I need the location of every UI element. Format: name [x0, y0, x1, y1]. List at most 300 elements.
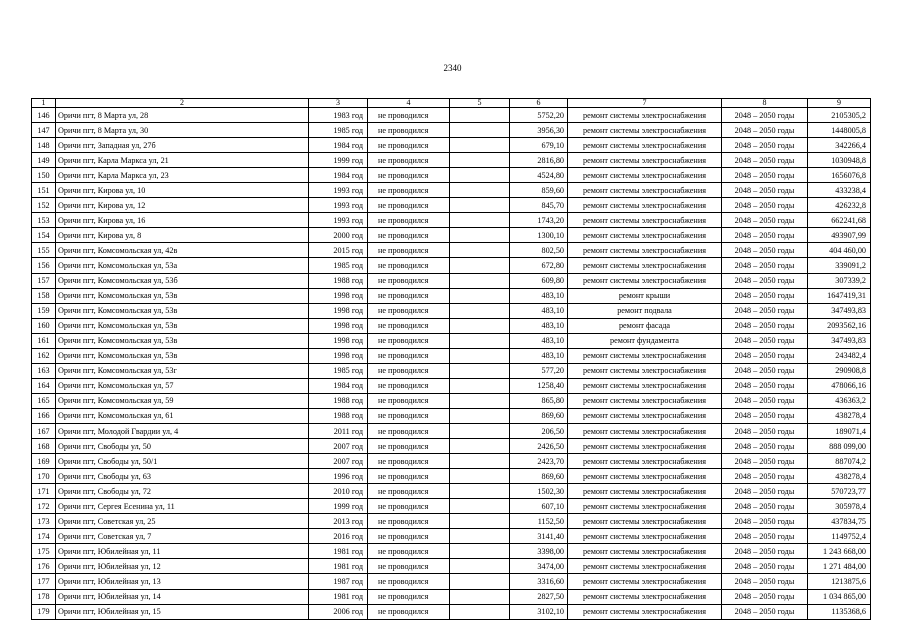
table-cell-col-2: Оричи пгт, Советская ул, 7 [56, 529, 309, 544]
table-cell-col-6: 483,10 [510, 333, 568, 348]
table-cell-col-2: Оричи пгт, Комсомольская ул, 53в [56, 318, 309, 333]
table-cell-col-6: 672,80 [510, 258, 568, 273]
table-cell-col-1: 161 [32, 333, 56, 348]
table-cell-col-6: 5752,20 [510, 108, 568, 123]
table-cell-col-7: ремонт фундамента [568, 333, 722, 348]
table-cell-col-2: Оричи пгт, Карла Маркса ул, 21 [56, 153, 309, 168]
table-cell-col-7: ремонт системы электроснабжения [568, 393, 722, 408]
table-cell-col-8: 2048 – 2050 годы [722, 393, 808, 408]
table-cell-col-2: Оричи пгт, Комсомольская ул, 53в [56, 303, 309, 318]
table-cell-col-4: не проводился [368, 589, 450, 604]
table-cell-col-5 [450, 499, 510, 514]
table-cell-col-4: не проводился [368, 559, 450, 574]
table-cell-col-3: 2013 год [309, 514, 368, 529]
table-cell-col-8: 2048 – 2050 годы [722, 123, 808, 138]
table-cell-col-8: 2048 – 2050 годы [722, 318, 808, 333]
table-cell-col-3: 1998 год [309, 288, 368, 303]
table-cell-col-5 [450, 183, 510, 198]
table-cell-col-9: 404 460,00 [808, 243, 871, 258]
table-cell-col-5 [450, 333, 510, 348]
table-cell-col-3: 2016 год [309, 529, 368, 544]
table-cell-col-7: ремонт системы электроснабжения [568, 469, 722, 484]
table-cell-col-2: Оричи пгт, Комсомольская ул, 53в [56, 333, 309, 348]
table-cell-col-8: 2048 – 2050 годы [722, 168, 808, 183]
table-cell-col-2: Оричи пгт, Комсомольская ул, 53б [56, 273, 309, 288]
table-cell-col-6: 3316,60 [510, 574, 568, 589]
table-row [32, 243, 871, 258]
table-cell-col-7: ремонт системы электроснабжения [568, 273, 722, 288]
table-cell-col-8: 2048 – 2050 годы [722, 514, 808, 529]
table-cell-col-1: 175 [32, 544, 56, 559]
table-cell-col-9: 887074,2 [808, 454, 871, 469]
table-cell-col-7: ремонт системы электроснабжения [568, 228, 722, 243]
table-cell-col-3: 2015 год [309, 243, 368, 258]
column-header-9: 9 [808, 99, 871, 108]
table-cell-col-1: 168 [32, 439, 56, 454]
table-cell-col-1: 162 [32, 348, 56, 363]
table-cell-col-5 [450, 544, 510, 559]
table-cell-col-8: 2048 – 2050 годы [722, 198, 808, 213]
table-cell-col-1: 157 [32, 273, 56, 288]
table-cell-col-8: 2048 – 2050 годы [722, 484, 808, 499]
table-cell-col-9: 1 034 865,00 [808, 589, 871, 604]
table-cell-col-4: не проводился [368, 318, 450, 333]
table-cell-col-1: 146 [32, 108, 56, 123]
table-cell-col-8: 2048 – 2050 годы [722, 273, 808, 288]
table-cell-col-1: 154 [32, 228, 56, 243]
table-cell-col-8: 2048 – 2050 годы [722, 363, 808, 378]
table-cell-col-6: 609,80 [510, 273, 568, 288]
table-row [32, 273, 871, 288]
table-cell-col-6: 869,60 [510, 408, 568, 423]
table-cell-col-4: не проводился [368, 138, 450, 153]
table-cell-col-1: 178 [32, 589, 56, 604]
table-cell-col-7: ремонт системы электроснабжения [568, 589, 722, 604]
table-cell-col-7: ремонт системы электроснабжения [568, 378, 722, 393]
table-row [32, 454, 871, 469]
table-cell-col-7: ремонт системы электроснабжения [568, 363, 722, 378]
table-cell-col-8: 2048 – 2050 годы [722, 529, 808, 544]
table-cell-col-1: 153 [32, 213, 56, 228]
table-cell-col-2: Оричи пгт, Юбилейная ул, 12 [56, 559, 309, 574]
table-cell-col-4: не проводился [368, 213, 450, 228]
table-cell-col-8: 2048 – 2050 годы [722, 408, 808, 423]
table-cell-col-8: 2048 – 2050 годы [722, 138, 808, 153]
column-header-4: 4 [368, 99, 450, 108]
table-cell-col-3: 1993 год [309, 183, 368, 198]
table-cell-col-1: 172 [32, 499, 56, 514]
table-cell-col-4: не проводился [368, 439, 450, 454]
table-cell-col-9: 290908,8 [808, 363, 871, 378]
table-cell-col-3: 1984 год [309, 138, 368, 153]
table-cell-col-2: Оричи пгт, Свободы ул, 50 [56, 439, 309, 454]
table-cell-col-2: Оричи пгт, Комсомольская ул, 53г [56, 363, 309, 378]
table-cell-col-2: Оричи пгт, Кирова ул, 12 [56, 198, 309, 213]
table-cell-col-3: 1984 год [309, 378, 368, 393]
table-cell-col-8: 2048 – 2050 годы [722, 288, 808, 303]
table-cell-col-1: 170 [32, 469, 56, 484]
table-cell-col-6: 3956,30 [510, 123, 568, 138]
table-cell-col-7: ремонт системы электроснабжения [568, 514, 722, 529]
table-cell-col-5 [450, 514, 510, 529]
table-cell-col-6: 206,50 [510, 423, 568, 438]
table-cell-col-4: не проводился [368, 123, 450, 138]
table-cell-col-2: Оричи пгт, Комсомольская ул, 57 [56, 378, 309, 393]
table-cell-col-6: 3474,00 [510, 559, 568, 574]
table-cell-col-2: Оричи пгт, 8 Марта ул, 28 [56, 108, 309, 123]
table-cell-col-9: 1656076,8 [808, 168, 871, 183]
table-cell-col-4: не проводился [368, 363, 450, 378]
column-header-1: 1 [32, 99, 56, 108]
table-cell-col-7: ремонт фасада [568, 318, 722, 333]
table-cell-col-6: 2426,50 [510, 439, 568, 454]
table-cell-col-7: ремонт системы электроснабжения [568, 423, 722, 438]
table-cell-col-9: 1213875,6 [808, 574, 871, 589]
table-cell-col-5 [450, 198, 510, 213]
table-cell-col-6: 3141,40 [510, 529, 568, 544]
table-cell-col-9: 437834,75 [808, 514, 871, 529]
table-cell-col-9: 433238,4 [808, 183, 871, 198]
table-cell-col-6: 3102,10 [510, 604, 568, 619]
table-cell-col-7: ремонт системы электроснабжения [568, 484, 722, 499]
table-cell-col-2: Оричи пгт, Юбилейная ул, 14 [56, 589, 309, 604]
table-cell-col-3: 2007 год [309, 454, 368, 469]
table-cell-col-6: 802,50 [510, 243, 568, 258]
table-cell-col-3: 1999 год [309, 499, 368, 514]
table-cell-col-5 [450, 228, 510, 243]
table-cell-col-7: ремонт системы электроснабжения [568, 499, 722, 514]
table-cell-col-5 [450, 393, 510, 408]
table-cell-col-3: 1999 год [309, 153, 368, 168]
table-row [32, 393, 871, 408]
table-row [32, 408, 871, 423]
table-cell-col-6: 483,10 [510, 348, 568, 363]
table-cell-col-4: не проводился [368, 333, 450, 348]
table-cell-col-3: 1984 год [309, 168, 368, 183]
table-row [32, 559, 871, 574]
table-cell-col-8: 2048 – 2050 годы [722, 258, 808, 273]
table-cell-col-3: 1998 год [309, 303, 368, 318]
table-cell-col-5 [450, 363, 510, 378]
table-cell-col-6: 483,10 [510, 303, 568, 318]
table-cell-col-6: 845,70 [510, 198, 568, 213]
table-cell-col-9: 438278,4 [808, 469, 871, 484]
table-cell-col-4: не проводился [368, 484, 450, 499]
table-cell-col-4: не проводился [368, 378, 450, 393]
table-cell-col-2: Оричи пгт, 8 Марта ул, 30 [56, 123, 309, 138]
table-cell-col-4: не проводился [368, 288, 450, 303]
table-cell-col-4: не проводился [368, 604, 450, 619]
table-row [32, 183, 871, 198]
table-cell-col-2: Оричи пгт, Кирова ул, 10 [56, 183, 309, 198]
column-header-5: 5 [450, 99, 510, 108]
table-row [32, 439, 871, 454]
table-cell-col-8: 2048 – 2050 годы [722, 348, 808, 363]
table-cell-col-8: 2048 – 2050 годы [722, 454, 808, 469]
table-cell-col-9: 243482,4 [808, 348, 871, 363]
table-cell-col-9: 662241,68 [808, 213, 871, 228]
table-cell-col-9: 189071,4 [808, 423, 871, 438]
table-row [32, 589, 871, 604]
table-row [32, 213, 871, 228]
table-row [32, 574, 871, 589]
table-cell-col-2: Оричи пгт, Комсомольская ул, 61 [56, 408, 309, 423]
column-header-3: 3 [309, 99, 368, 108]
table-cell-col-7: ремонт системы электроснабжения [568, 574, 722, 589]
table-cell-col-2: Оричи пгт, Кирова ул, 8 [56, 228, 309, 243]
table-cell-col-3: 1983 год [309, 108, 368, 123]
table-cell-col-9: 1448005,8 [808, 123, 871, 138]
table-cell-col-3: 1988 год [309, 408, 368, 423]
table-cell-col-4: не проводился [368, 514, 450, 529]
table-cell-col-9: 426232,8 [808, 198, 871, 213]
table-row [32, 333, 871, 348]
table-row [32, 153, 871, 168]
table-cell-col-8: 2048 – 2050 годы [722, 499, 808, 514]
table-cell-col-3: 1981 год [309, 544, 368, 559]
table-cell-col-4: не проводился [368, 574, 450, 589]
table-cell-col-2: Оричи пгт, Свободы ул, 50/1 [56, 454, 309, 469]
table-cell-col-4: не проводился [368, 183, 450, 198]
table-cell-col-3: 2006 год [309, 604, 368, 619]
table-row [32, 288, 871, 303]
table-cell-col-7: ремонт системы электроснабжения [568, 138, 722, 153]
table-cell-col-7: ремонт системы электроснабжения [568, 439, 722, 454]
table-cell-col-5 [450, 318, 510, 333]
table-cell-col-3: 1985 год [309, 363, 368, 378]
table-cell-col-4: не проводился [368, 408, 450, 423]
table-row [32, 363, 871, 378]
table-cell-col-7: ремонт системы электроснабжения [568, 348, 722, 363]
table-cell-col-1: 177 [32, 574, 56, 589]
table-cell-col-6: 4524,80 [510, 168, 568, 183]
table-cell-col-4: не проводился [368, 529, 450, 544]
table-cell-col-7: ремонт крыши [568, 288, 722, 303]
table-cell-col-6: 2827,50 [510, 589, 568, 604]
table-cell-col-8: 2048 – 2050 годы [722, 228, 808, 243]
table-cell-col-6: 2423,70 [510, 454, 568, 469]
table-cell-col-4: не проводился [368, 499, 450, 514]
table-row [32, 378, 871, 393]
table-cell-col-9: 1 271 484,00 [808, 559, 871, 574]
table-cell-col-8: 2048 – 2050 годы [722, 183, 808, 198]
table-cell-col-1: 148 [32, 138, 56, 153]
table-cell-col-9: 436363,2 [808, 393, 871, 408]
table-cell-col-6: 1743,20 [510, 213, 568, 228]
table-cell-col-1: 152 [32, 198, 56, 213]
table-cell-col-3: 1981 год [309, 589, 368, 604]
table-cell-col-3: 1985 год [309, 123, 368, 138]
table-cell-col-7: ремонт системы электроснабжения [568, 168, 722, 183]
table-row [32, 198, 871, 213]
table-cell-col-5 [450, 529, 510, 544]
table-cell-col-2: Оричи пгт, Комсомольская ул, 59 [56, 393, 309, 408]
table-cell-col-5 [450, 213, 510, 228]
table-cell-col-2: Оричи пгт, Советская ул, 25 [56, 514, 309, 529]
table-row [32, 123, 871, 138]
table-cell-col-9: 478066,16 [808, 378, 871, 393]
table-cell-col-8: 2048 – 2050 годы [722, 378, 808, 393]
table-cell-col-5 [450, 484, 510, 499]
table-cell-col-9: 1149752,4 [808, 529, 871, 544]
table-cell-col-1: 164 [32, 378, 56, 393]
table-cell-col-8: 2048 – 2050 годы [722, 544, 808, 559]
table-cell-col-3: 2011 год [309, 423, 368, 438]
table-row [32, 514, 871, 529]
table-cell-col-5 [450, 273, 510, 288]
table-cell-col-7: ремонт системы электроснабжения [568, 213, 722, 228]
table-cell-col-1: 159 [32, 303, 56, 318]
table-cell-col-6: 483,10 [510, 318, 568, 333]
table-cell-col-9: 438278,4 [808, 408, 871, 423]
table-cell-col-7: ремонт системы электроснабжения [568, 408, 722, 423]
table-cell-col-4: не проводился [368, 168, 450, 183]
table-cell-col-5 [450, 288, 510, 303]
table-cell-col-8: 2048 – 2050 годы [722, 559, 808, 574]
table-cell-col-7: ремонт системы электроснабжения [568, 258, 722, 273]
table-cell-col-9: 1135368,6 [808, 604, 871, 619]
table-cell-col-7: ремонт системы электроснабжения [568, 604, 722, 619]
table-cell-col-1: 179 [32, 604, 56, 619]
repair-schedule-table [31, 98, 871, 620]
table-cell-col-6: 577,20 [510, 363, 568, 378]
table-cell-col-9: 2093562,16 [808, 318, 871, 333]
table-cell-col-5 [450, 303, 510, 318]
page-number: 2340 [443, 63, 462, 73]
table-cell-col-6: 1152,50 [510, 514, 568, 529]
table-cell-col-1: 149 [32, 153, 56, 168]
table-cell-col-9: 339091,2 [808, 258, 871, 273]
column-header-8: 8 [722, 99, 808, 108]
table-cell-col-4: не проводился [368, 544, 450, 559]
table-cell-col-6: 3398,00 [510, 544, 568, 559]
table-row [32, 108, 871, 123]
table-cell-col-5 [450, 559, 510, 574]
table-cell-col-8: 2048 – 2050 годы [722, 574, 808, 589]
table-row [32, 348, 871, 363]
table-cell-col-6: 869,60 [510, 469, 568, 484]
table-cell-col-1: 150 [32, 168, 56, 183]
table-cell-col-9: 347493,83 [808, 303, 871, 318]
table-row [32, 303, 871, 318]
table-cell-col-9: 1647419,31 [808, 288, 871, 303]
table-row [32, 423, 871, 438]
column-header-6: 6 [510, 99, 568, 108]
table-cell-col-4: не проводился [368, 108, 450, 123]
table-cell-col-2: Оричи пгт, Юбилейная ул, 15 [56, 604, 309, 619]
table-cell-col-6: 1300,10 [510, 228, 568, 243]
table-cell-col-7: ремонт системы электроснабжения [568, 153, 722, 168]
table-cell-col-2: Оричи пгт, Западная ул, 27б [56, 138, 309, 153]
table-cell-col-7: ремонт системы электроснабжения [568, 454, 722, 469]
table-cell-col-8: 2048 – 2050 годы [722, 589, 808, 604]
table-cell-col-6: 483,10 [510, 288, 568, 303]
table-cell-col-3: 1993 год [309, 198, 368, 213]
table-cell-col-3: 1981 год [309, 559, 368, 574]
table-cell-col-8: 2048 – 2050 годы [722, 604, 808, 619]
table-cell-col-5 [450, 469, 510, 484]
table-cell-col-5 [450, 423, 510, 438]
table-cell-col-3: 1998 год [309, 348, 368, 363]
table-cell-col-4: не проводился [368, 303, 450, 318]
table-cell-col-7: ремонт системы электроснабжения [568, 123, 722, 138]
table-cell-col-6: 1502,30 [510, 484, 568, 499]
table-cell-col-8: 2048 – 2050 годы [722, 213, 808, 228]
table-cell-col-3: 1998 год [309, 318, 368, 333]
table-row [32, 484, 871, 499]
table-cell-col-1: 174 [32, 529, 56, 544]
table-cell-col-1: 151 [32, 183, 56, 198]
table-row [32, 469, 871, 484]
table-cell-col-3: 1987 год [309, 574, 368, 589]
table-cell-col-8: 2048 – 2050 годы [722, 303, 808, 318]
table-row [32, 138, 871, 153]
table-cell-col-2: Оричи пгт, Кирова ул, 16 [56, 213, 309, 228]
table-cell-col-5 [450, 574, 510, 589]
table-cell-col-1: 156 [32, 258, 56, 273]
table-cell-col-9: 307339,2 [808, 273, 871, 288]
table-cell-col-7: ремонт системы электроснабжения [568, 544, 722, 559]
table-row [32, 529, 871, 544]
table-cell-col-1: 160 [32, 318, 56, 333]
table-cell-col-5 [450, 348, 510, 363]
table-cell-col-2: Оричи пгт, Карла Маркса ул, 23 [56, 168, 309, 183]
table-cell-col-9: 493907,99 [808, 228, 871, 243]
table-cell-col-5 [450, 454, 510, 469]
table-header-row [32, 99, 871, 108]
table-cell-col-5 [450, 243, 510, 258]
table-cell-col-7: ремонт системы электроснабжения [568, 198, 722, 213]
table-cell-col-8: 2048 – 2050 годы [722, 333, 808, 348]
table-cell-col-1: 171 [32, 484, 56, 499]
table-cell-col-2: Оричи пгт, Комсомольская ул, 53а [56, 258, 309, 273]
table-cell-col-4: не проводился [368, 243, 450, 258]
table-cell-col-4: не проводился [368, 348, 450, 363]
table-cell-col-2: Оричи пгт, Молодой Гвардии ул, 4 [56, 423, 309, 438]
table-cell-col-4: не проводился [368, 273, 450, 288]
table-cell-col-7: ремонт системы электроснабжения [568, 559, 722, 574]
table-cell-col-7: ремонт системы электроснабжения [568, 183, 722, 198]
table-cell-col-2: Оричи пгт, Свободы ул, 63 [56, 469, 309, 484]
table-cell-col-5 [450, 108, 510, 123]
table-cell-col-4: не проводился [368, 258, 450, 273]
table-cell-col-5 [450, 408, 510, 423]
table-cell-col-9: 342266,4 [808, 138, 871, 153]
table-cell-col-4: не проводился [368, 423, 450, 438]
table-cell-col-2: Оричи пгт, Сергея Есенина ул, 11 [56, 499, 309, 514]
table-row [32, 168, 871, 183]
table-row [32, 499, 871, 514]
table-row [32, 318, 871, 333]
table-cell-col-4: не проводился [368, 454, 450, 469]
table-cell-col-8: 2048 – 2050 годы [722, 243, 808, 258]
table-cell-col-9: 347493,83 [808, 333, 871, 348]
table-cell-col-9: 570723,77 [808, 484, 871, 499]
table-cell-col-4: не проводился [368, 153, 450, 168]
table-cell-col-4: не проводился [368, 469, 450, 484]
table-cell-col-6: 2816,80 [510, 153, 568, 168]
table-cell-col-9: 1030948,8 [808, 153, 871, 168]
table-cell-col-1: 173 [32, 514, 56, 529]
table-cell-col-1: 158 [32, 288, 56, 303]
table-cell-col-5 [450, 168, 510, 183]
table-cell-col-2: Оричи пгт, Свободы ул, 72 [56, 484, 309, 499]
table-cell-col-5 [450, 153, 510, 168]
table-cell-col-2: Оричи пгт, Юбилейная ул, 13 [56, 574, 309, 589]
table-cell-col-2: Оричи пгт, Комсомольская ул, 53в [56, 288, 309, 303]
table-cell-col-5 [450, 439, 510, 454]
table-cell-col-5 [450, 589, 510, 604]
